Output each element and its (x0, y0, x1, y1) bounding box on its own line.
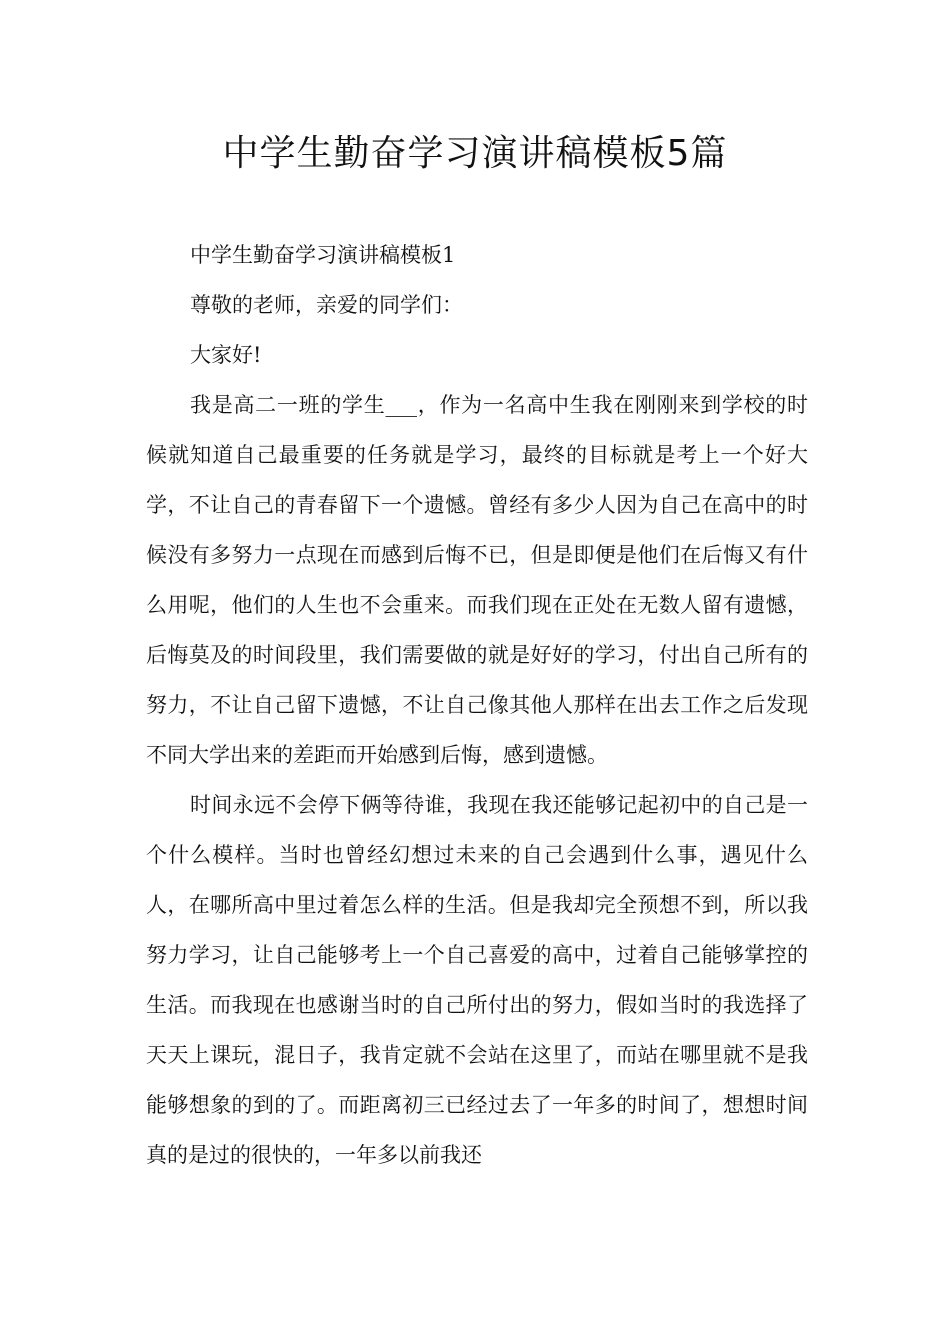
document-title: 中学生勤奋学习演讲稿模板5篇 (222, 133, 728, 174)
greeting: 大家好! (190, 343, 262, 367)
document-body (146, 230, 808, 1180)
body-paragraph: 我是高二一班的学生___，作为一名高中生我在刚刚来到学校的时候就知道自己最重要的任务就是学习，最终的目标就是考上一个好大学，不让自己的青春留下一个遗憾。曾经有多少人因为自己在高中的时候没有多努力一点现在而感到后悔不已，但是即便是他们在后悔又有什么用呢，他们的人生也不会重来。而我们现在正处在无数人留有遗憾，后悔莫及的时间段里，我们需要做的就是好好的学习，付出自己所有的努力，不让自己留下遗憾，不让自己像其他人那样在出去工作之后发现不同大学出来的差距而开始感到后悔，感到遗憾。 (146, 393, 808, 767)
body-paragraph: 时间永远不会停下俩等待谁，我现在我还能够记起初中的自己是一个什么模样。当时也曾经幻想过未来的自己会遇到什么事，遇见什么人，在哪所高中里过着怎么样的生活。但是我却完全预想不到，所以我努力学习，让自己能够考上一个自己喜爱的高中，过着自己能够掌控的生活。而我现在也感谢当时的自己所付出的努力，假如当时的我选择了天天上课玩，混日子，我肯定就不会站在这里了，而站在哪里就不是我能够想象的到的了。而距离初三已经过去了一年多的时间了，想想时间真的是过的很快的，一年多以前我还 (146, 793, 808, 1167)
salutation: 尊敬的老师，亲爱的同学们： (190, 293, 463, 317)
section-heading: 中学生勤奋学习演讲稿模板1 (190, 243, 456, 267)
